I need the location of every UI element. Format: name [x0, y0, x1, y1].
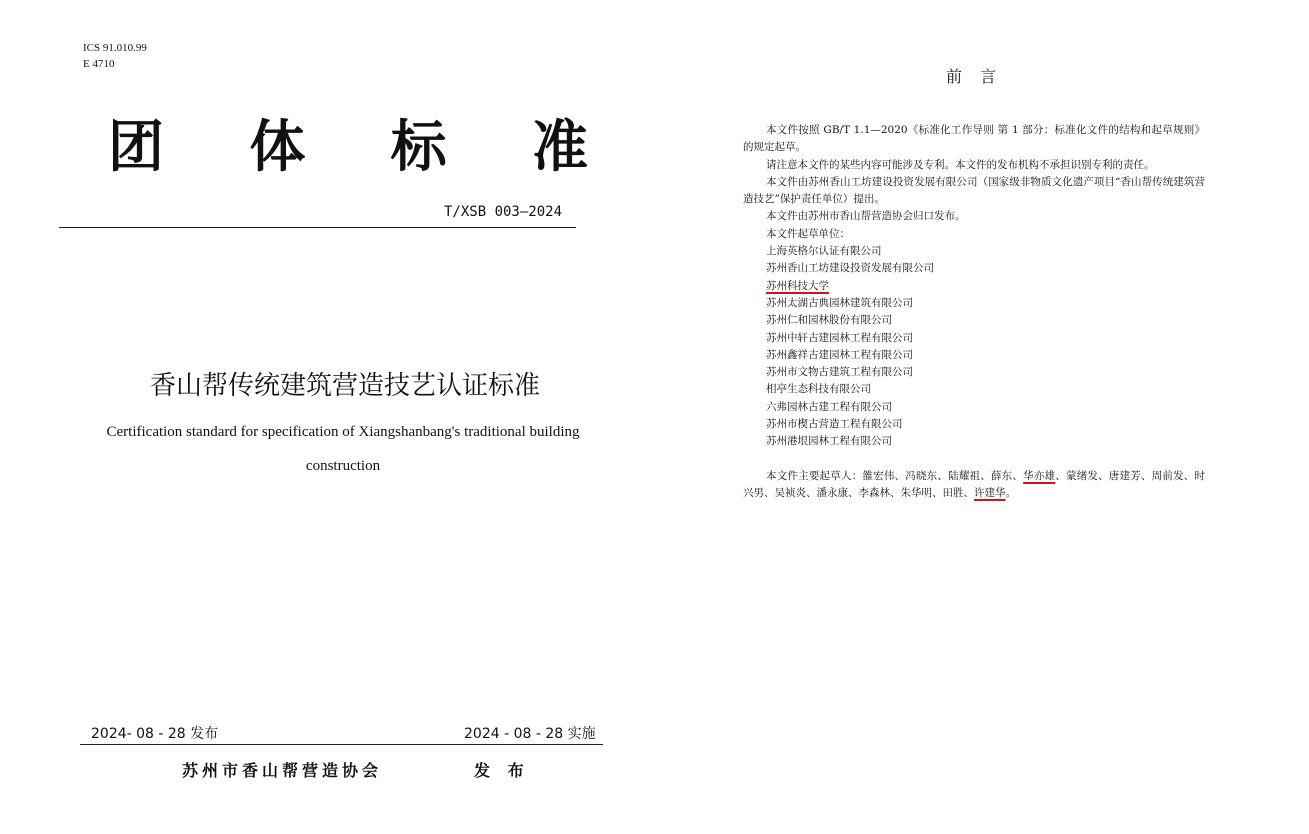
unit-name: 上海英格尔认证有限公司 [766, 245, 882, 258]
unit-name: 苏州仁和园林股份有限公司 [766, 314, 892, 327]
publish-date: 2024- 08 - 28 发布 [91, 726, 219, 742]
title-char-1: 团 [108, 115, 164, 180]
foreword-body [743, 122, 1205, 502]
publish-label: 发 布 [474, 761, 530, 780]
foreword-para-3: 本文件由苏州香山工坊建设投资发展有限公司（国家级非物质文化遗产项目“香山帮传统建筑营造技艺”保护责任单位）提出。 [743, 175, 1205, 206]
title-char-4: 准 [531, 115, 588, 180]
list-item [743, 433, 1205, 450]
foreword-heading: 前言 [946, 67, 1015, 86]
unit-name: 相亭生态科技有限公司 [766, 383, 871, 396]
unit-name: 苏州市楔古营造工程有限公司 [766, 418, 903, 431]
english-title-line-1: Certification standard for specification of Xiangshanbang's traditional building [106, 424, 580, 440]
list-item [743, 347, 1205, 364]
list-item [743, 278, 1205, 295]
drafters-end: 。 [1005, 486, 1016, 499]
foreword-para-2: 请注意本文件的某些内容可能涉及专利。本文件的发布机构不承担识别专利的责任。 [766, 158, 1155, 171]
unit-name: 苏州港垠园林工程有限公司 [766, 435, 892, 448]
ics-code: ICS 91.010.99 [83, 42, 147, 54]
list-item [743, 416, 1205, 433]
foreword-para-4: 本文件由苏州市香山帮营造协会归口发布。 [766, 210, 966, 223]
unit-name-underlined: 苏州科技大学 [766, 279, 829, 292]
ics-code-block [83, 40, 147, 72]
list-item [743, 243, 1205, 260]
drafting-units-list [743, 243, 1205, 451]
list-item [743, 312, 1205, 329]
unit-name: 苏州太湖古典园林建筑有限公司 [766, 296, 913, 309]
list-item [743, 399, 1205, 416]
drafter-highlight-2: 许建华 [974, 486, 1006, 499]
top-divider [59, 227, 576, 228]
unit-name: 苏州鑫祥古建园林工程有限公司 [766, 348, 913, 361]
implement-date: 2024 - 08 - 28 实施 [464, 726, 596, 742]
title-char-3: 标 [390, 115, 447, 180]
unit-name: 苏州中轩古建园林工程有限公司 [766, 331, 913, 344]
english-title [83, 415, 603, 483]
unit-name: 苏州香山工坊建设投资发展有限公司 [766, 262, 934, 275]
list-item [743, 364, 1205, 381]
list-item [743, 260, 1205, 277]
standard-number: T/XSB 003—2024 [444, 204, 563, 220]
unit-name: 苏州市文物古建筑工程有限公司 [766, 366, 913, 379]
bottom-divider [80, 744, 603, 745]
publisher-name: 苏州市香山帮营造协会 [182, 761, 383, 780]
title-char-2: 体 [249, 115, 306, 180]
drafting-units-label: 本文件起草单位： [766, 227, 850, 240]
main-drafters [743, 468, 1205, 503]
foreword-para-1: 本文件按照 GB/T 1.1—2020《标准化工作导则 第 1 部分：标准化文件的结构和起草规则》的规定起草。 [743, 124, 1205, 154]
group-standard-title [108, 103, 588, 183]
list-item [743, 295, 1205, 312]
unit-name: 六弗园林古建工程有限公司 [766, 400, 892, 413]
drafters-text-1: 本文件主要起草人：雒宏伟、冯晓东、陆耀祖、薛东、 [766, 469, 1024, 482]
drafter-highlight-1: 华亦雄 [1023, 469, 1056, 482]
chinese-title: 香山帮传统建筑营造技艺认证标准 [149, 371, 540, 401]
list-item [743, 330, 1205, 347]
class-code: E 4710 [83, 58, 115, 70]
list-item [743, 381, 1205, 398]
drafters-text-2: 、蒙绪发、唐建芳、周前发、时兴男、吴祯炎、潘永康、李森林、朱华明、田胜、 [743, 469, 1206, 499]
english-title-line-2: construction [305, 458, 381, 474]
